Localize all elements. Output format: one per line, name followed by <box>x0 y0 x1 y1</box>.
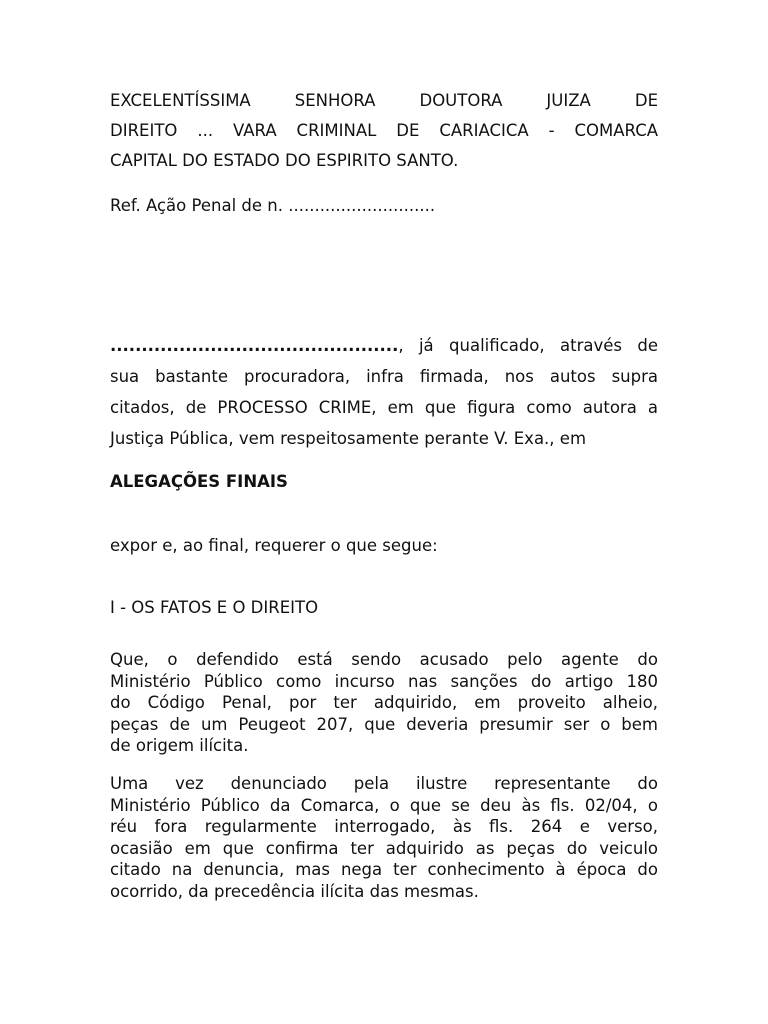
section-title: I - OS FATOS E O DIREITO <box>110 598 319 617</box>
intro-line <box>110 330 658 361</box>
facts-paragraph-1 <box>110 649 658 757</box>
intro-line: Justiça Pública, vem respeitosamente perante V. Exa., em <box>110 429 587 448</box>
paragraph-line: réu fora regularmente interrogado, às fls. 264 e verso, <box>110 817 658 836</box>
paragraph-line: Ministério Público da Comarca, o que se deu às fls. 02/04, o <box>110 795 658 815</box>
addressee-line: DIREITO ... VARA CRIMINAL DE CARIACICA - COMARCA <box>110 121 658 140</box>
paragraph-line: Uma vez denunciado pela ilustre representante do <box>110 774 658 793</box>
paragraph-line: do Código Penal, por ter adquirido, em proveito alheio, <box>110 693 658 712</box>
paragraph-line: ocorrido, da precedência ilícita das mesmas. <box>110 881 479 901</box>
paragraph-line: Que, o defendido está sendo acusado pelo agente do <box>110 650 658 669</box>
intro-line: citados, de PROCESSO CRIME, em que figura como autora a <box>110 398 658 417</box>
facts-paragraph-2 <box>110 773 658 902</box>
paragraph-line: peças de um Peugeot 207, que deveria presumir ser o bem <box>110 714 658 734</box>
case-reference: Ref. Ação Penal de n. ............................ <box>110 196 436 215</box>
paragraph-line: de origem ilícita. <box>110 736 249 755</box>
intro-line-rest: , já qualificado, através de <box>398 336 658 355</box>
paragraph-line: ocasião em que confirma ter adquirido as peças do veiculo <box>110 838 658 858</box>
addressee-line: EXCELENTÍSSIMA SENHORA DOUTORA JUIZA DE <box>110 91 658 110</box>
expor-line: expor e, ao final, requerer o que segue: <box>110 536 438 555</box>
intro-line: sua bastante procuradora, infra firmada, nos autos supra <box>110 367 658 386</box>
addressee-line: CAPITAL DO ESTADO DO ESPIRITO SANTO. <box>110 151 459 170</box>
defendant-name-placeholder: .............................................. <box>110 336 399 355</box>
document-heading: ALEGAÇÕES FINAIS <box>110 472 288 491</box>
intro-paragraph <box>110 330 658 454</box>
paragraph-line: Ministério Público como incurso nas sanções do artigo 180 <box>110 671 658 691</box>
addressee-block <box>110 86 658 176</box>
paragraph-line: citado na denuncia, mas nega ter conhecimento à época do <box>110 860 658 879</box>
